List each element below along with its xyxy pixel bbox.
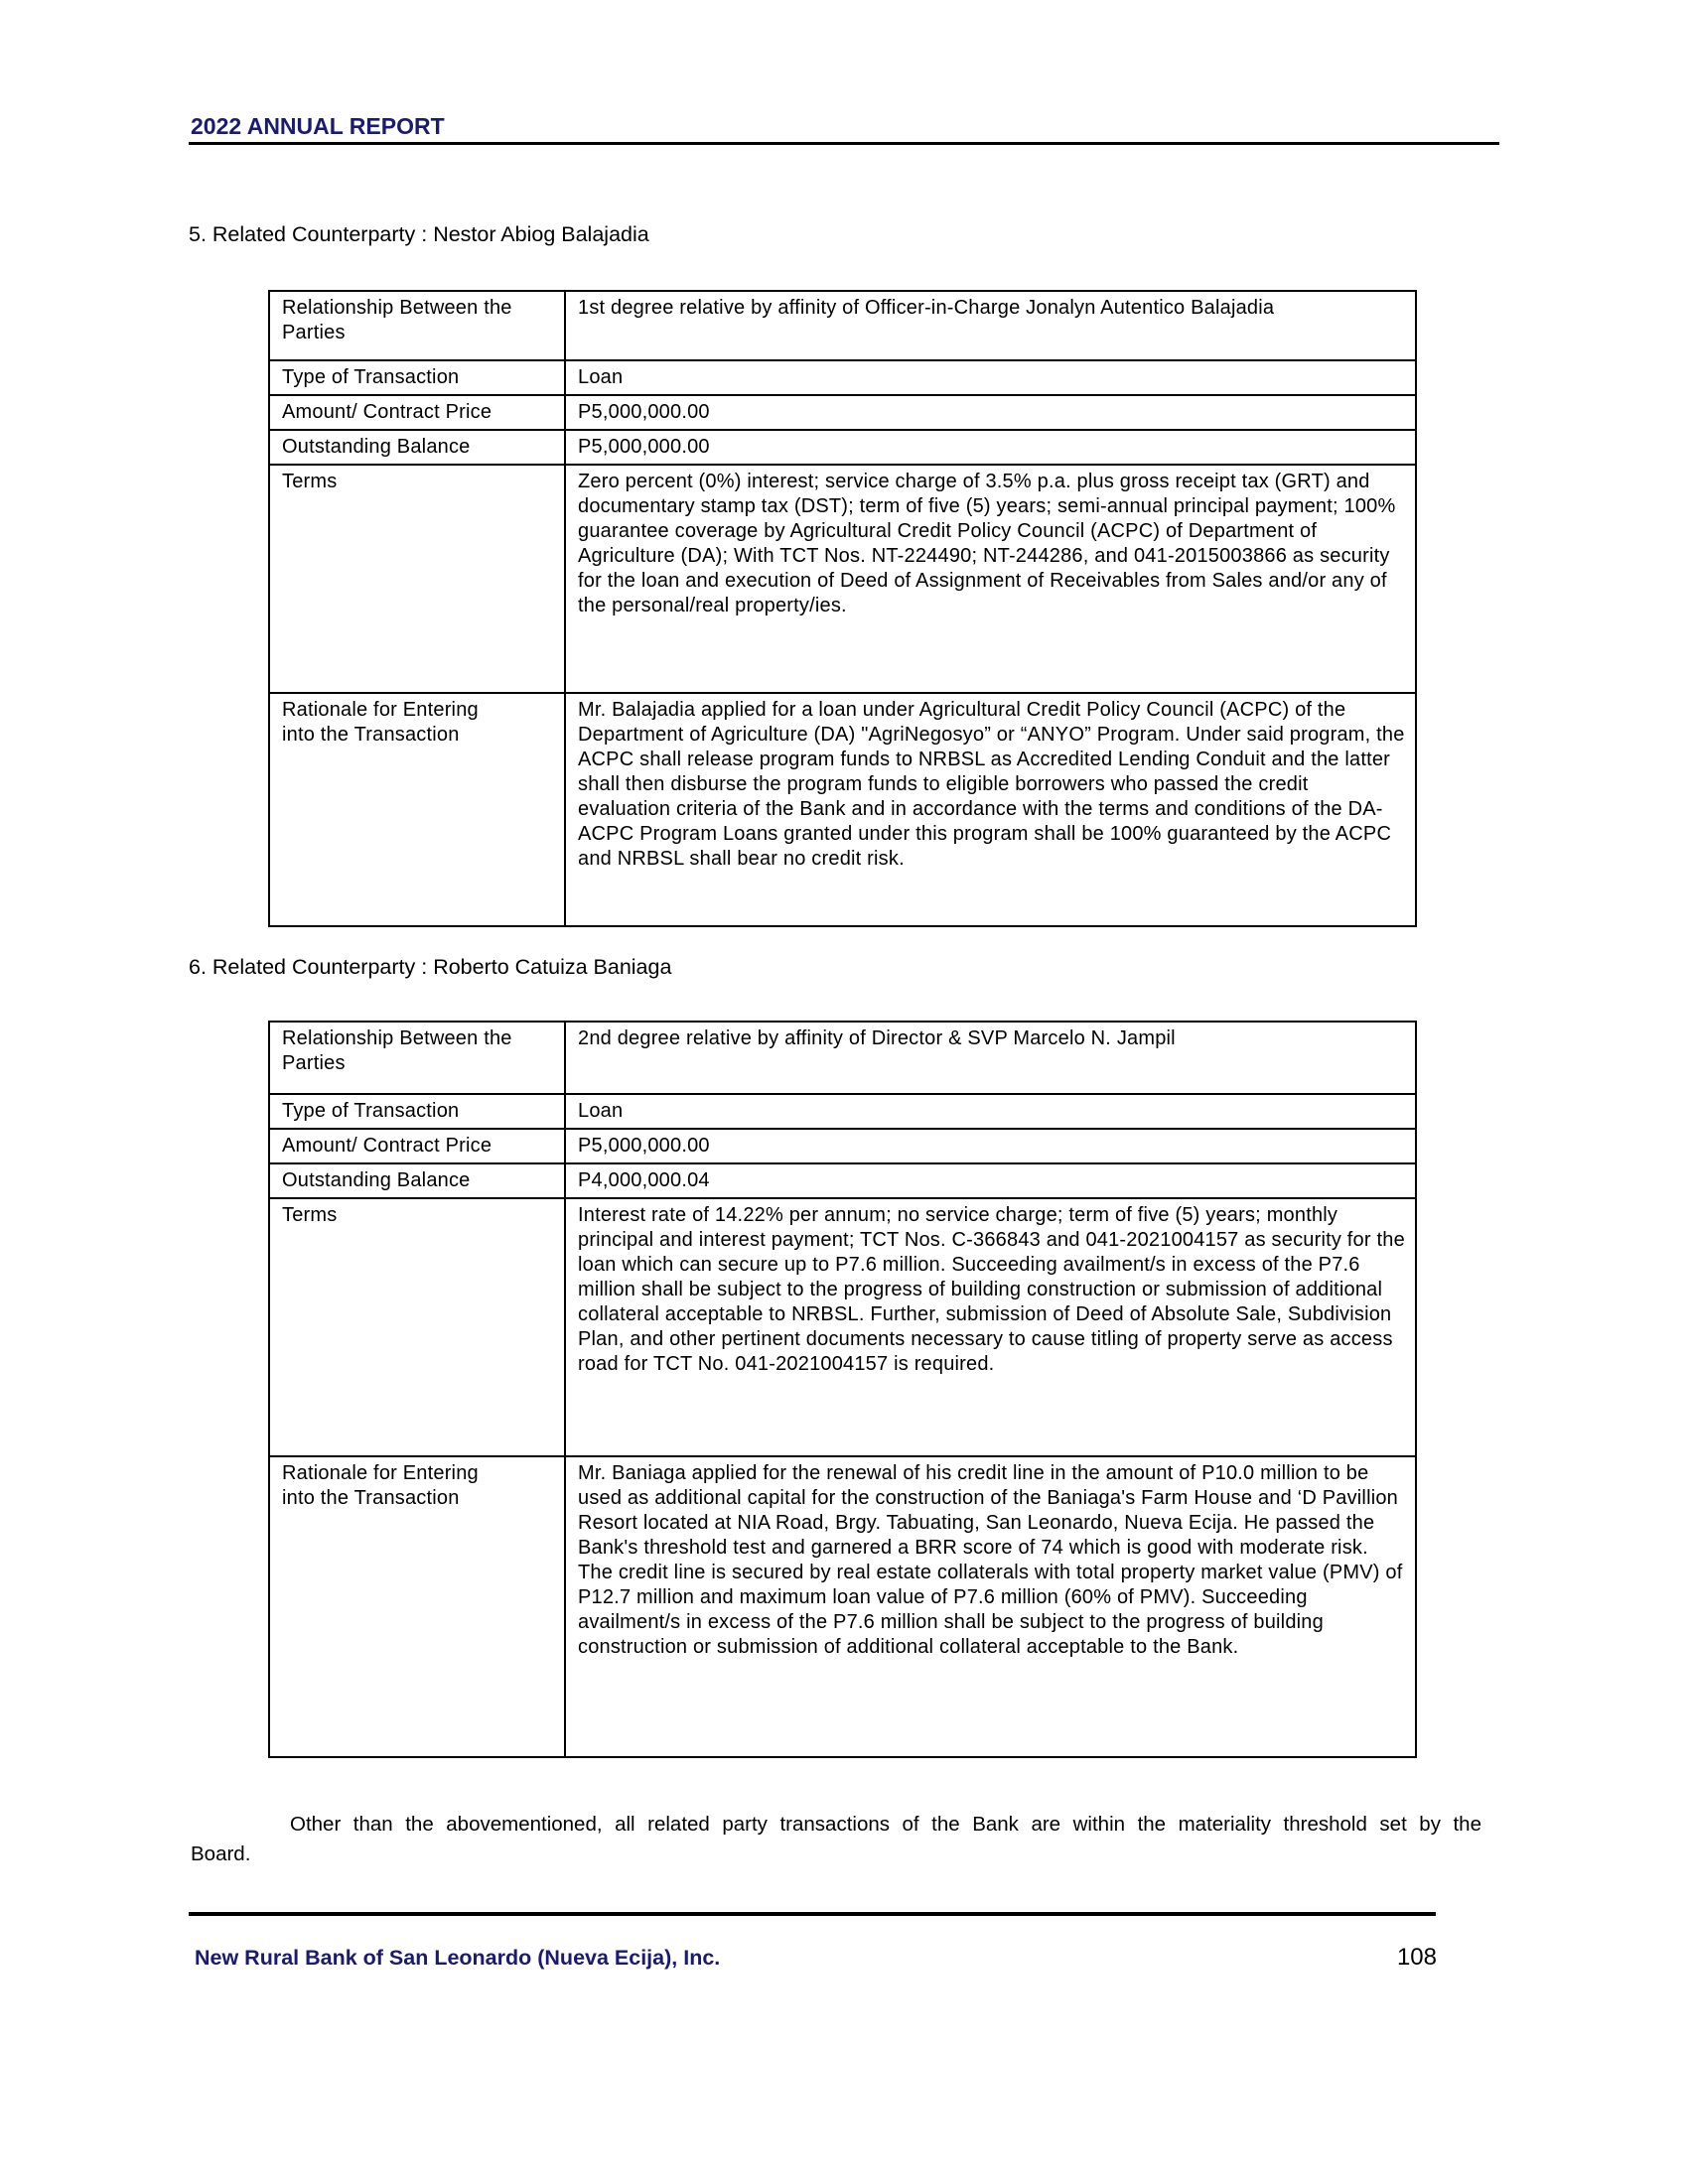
row-value-cell: Loan (565, 360, 1416, 395)
row-label-cell: Relationship Between the Parties (269, 1022, 565, 1094)
row-label-cell: Amount/ Contract Price (269, 395, 565, 430)
table-row (269, 1198, 1416, 1456)
related-party-table-5 (268, 290, 1417, 927)
row-label-cell: Rationale for Entering into the Transaction (269, 1456, 565, 1757)
table-row (269, 1163, 1416, 1198)
header-rule (189, 142, 1499, 145)
row-label-cell: Amount/ Contract Price (269, 1129, 565, 1163)
table-row (269, 360, 1416, 395)
row-value-cell: Loan (565, 1094, 1416, 1129)
row-value-cell: 2nd degree relative by affinity of Director & SVP Marcelo N. Jampil (565, 1022, 1416, 1094)
row-label-cell: Type of Transaction (269, 1094, 565, 1129)
row-value-cell: Interest rate of 14.22% per annum; no service charge; term of five (5) years; monthly principal and interest payment; TCT Nos. C-366843 and 041-2021004157 as security for the loan which can secure up to P7.6 million. Succeeding availment/s in excess of the P7.6 million shall be subject to the progress of building construction or submission of additional collateral acceptable to NRBSL. Further, submission of Deed of Absolute Sale, Subdivision Plan, and other pertinent documents necessary to cause titling of property serve as access road for TCT No. 041-2021004157 is required. (565, 1198, 1416, 1456)
table-row (269, 430, 1416, 465)
related-party-table-6 (268, 1021, 1417, 1758)
row-label-cell: Terms (269, 465, 565, 693)
row-label-cell: Terms (269, 1198, 565, 1456)
footer-page-number: 108 (1396, 1944, 1437, 1971)
row-value-cell: Mr. Balajadia applied for a loan under Agricultural Credit Policy Council (ACPC) of the Department of Agriculture (DA) "AgriNegosyo” or “ANYO” Program. Under said program, the ACPC shall release program funds to NRBSL as Accredited Lending Conduit and the latter shall then disburse the program funds to eligible borrowers who passed the credit evaluation criteria of the Bank and in accordance with the terms and conditions of the DA-ACPC Program Loans granted under this program shall be 100% guaranteed by the ACPC and NRBSL shall bear no credit risk. (565, 693, 1416, 926)
table-row (269, 693, 1416, 926)
table-row (269, 1129, 1416, 1163)
table-row (269, 1456, 1416, 1757)
row-value-cell: P5,000,000.00 (565, 395, 1416, 430)
row-value-cell: 1st degree relative by affinity of Officer-in-Charge Jonalyn Autentico Balajadia (565, 291, 1416, 360)
row-value-cell: Mr. Baniaga applied for the renewal of his credit line in the amount of P10.0 million to be used as additional capital for the construction of the Baniaga's Farm House and ‘D Pavillion Resort located at NIA Road, Brgy. Tabuating, San Leonardo, Nueva Ecija. He passed the Bank's threshold test and garnered a BRR score of 74 which is good with moderate risk. The credit line is secured by real estate collaterals with total property market value (PMV) of P12.7 million and maximum loan value of P7.6 million (60% of PMV). Succeeding availment/s in excess of the P7.6 million shall be subject to the progress of building construction or submission of additional collateral acceptable to the Bank. (565, 1456, 1416, 1757)
table-row (269, 1022, 1416, 1094)
table-row (269, 291, 1416, 360)
footer-rule (189, 1912, 1436, 1916)
row-value-cell: Zero percent (0%) interest; service charge of 3.5% p.a. plus gross receipt tax (GRT) and documentary stamp tax (DST); term of five (5) years; semi-annual principal payment; 100% guarantee coverage by Agricultural Credit Policy Council (ACPC) of Department of Agriculture (DA); With TCT Nos. NT-224490; NT-244286, and 041-2015003866 as security for the loan and execution of Deed of Assignment of Receivables from Sales and/or any of the personal/real property/ies. (565, 465, 1416, 693)
report-header-title: 2022 ANNUAL REPORT (191, 113, 445, 139)
row-label-cell: Type of Transaction (269, 360, 565, 395)
footer-bank-name: New Rural Bank of San Leonardo (Nueva Ecija), Inc. (195, 1946, 721, 1970)
section-5-heading: 5. Related Counterparty : Nestor Abiog Balajadia (189, 222, 649, 246)
row-label-cell: Relationship Between the Parties (269, 291, 565, 360)
row-label-cell: Outstanding Balance (269, 1163, 565, 1198)
table-row (269, 465, 1416, 693)
section-6-heading: 6. Related Counterparty : Roberto Catuiza Baniaga (189, 955, 672, 979)
table-row (269, 395, 1416, 430)
row-label-cell: Outstanding Balance (269, 430, 565, 465)
row-label-cell: Rationale for Entering into the Transaction (269, 693, 565, 926)
table-row (269, 1094, 1416, 1129)
row-value-cell: P5,000,000.00 (565, 1129, 1416, 1163)
closing-paragraph: Other than the abovementioned, all related party transactions of the Bank are within the materiality threshold set by the Board. (191, 1813, 1481, 1865)
row-value-cell: P5,000,000.00 (565, 430, 1416, 465)
row-value-cell: P4,000,000.04 (565, 1163, 1416, 1198)
